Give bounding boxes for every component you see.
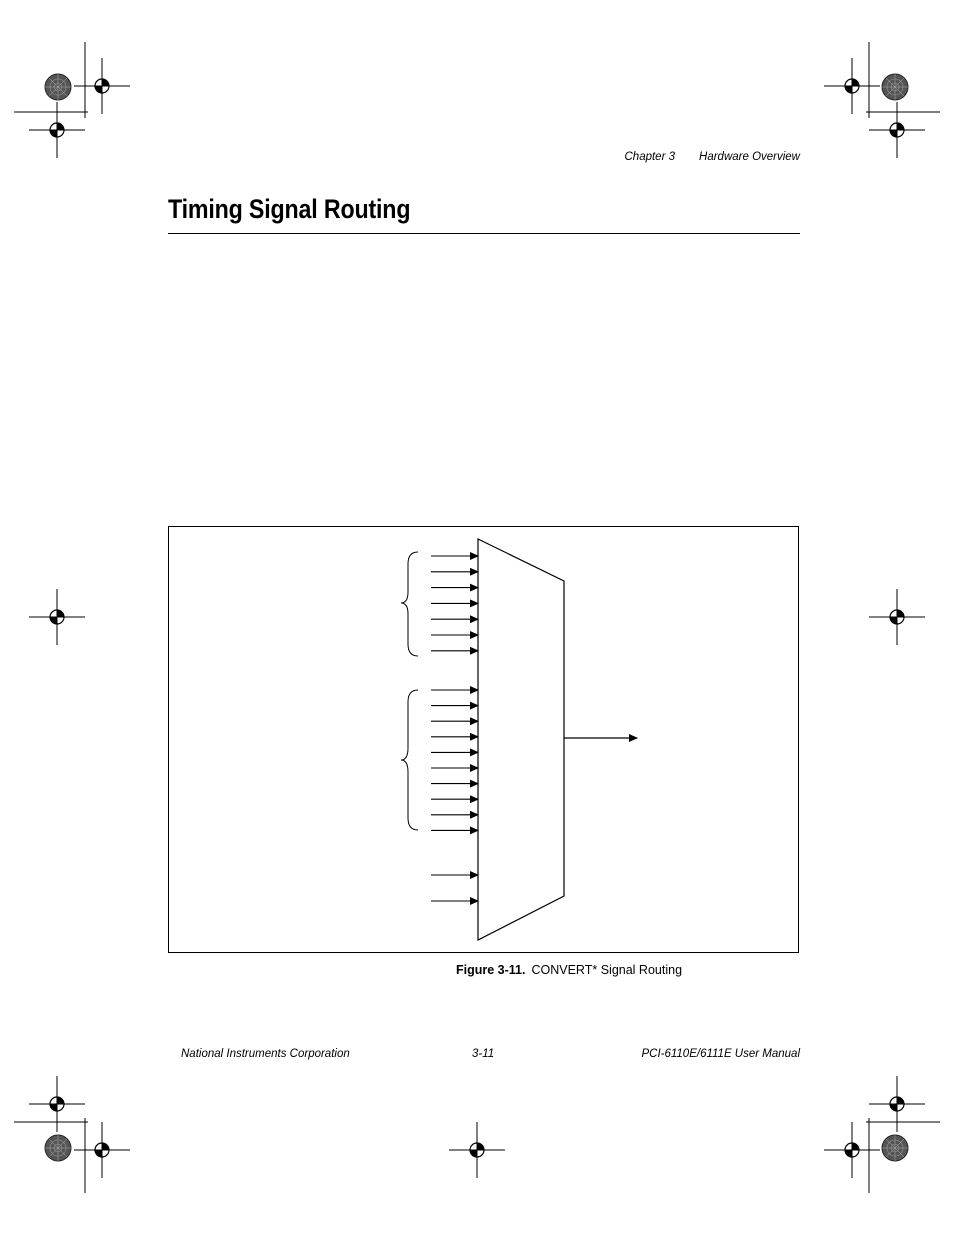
running-header [625,151,801,163]
section-title: Timing Signal Routing [168,194,411,224]
footer-page-number: 3-11 [472,1048,495,1060]
figure-caption [456,963,682,977]
lower-group-brace [401,690,418,830]
figure-label: Figure 3-11. [456,963,526,977]
title-rule [168,233,800,234]
multiplexer-diagram [168,526,799,953]
upper-group-brace [401,552,418,656]
footer-company: National Instruments Corporation [181,1048,350,1060]
header-chapter: Chapter 3 [624,151,676,163]
figure-title: CONVERT* Signal Routing [531,963,683,977]
multiplexer-block [478,539,564,940]
footer-manual-title: PCI-6110E/6111E User Manual [641,1048,800,1060]
header-chapter-title: Hardware Overview [699,151,800,163]
